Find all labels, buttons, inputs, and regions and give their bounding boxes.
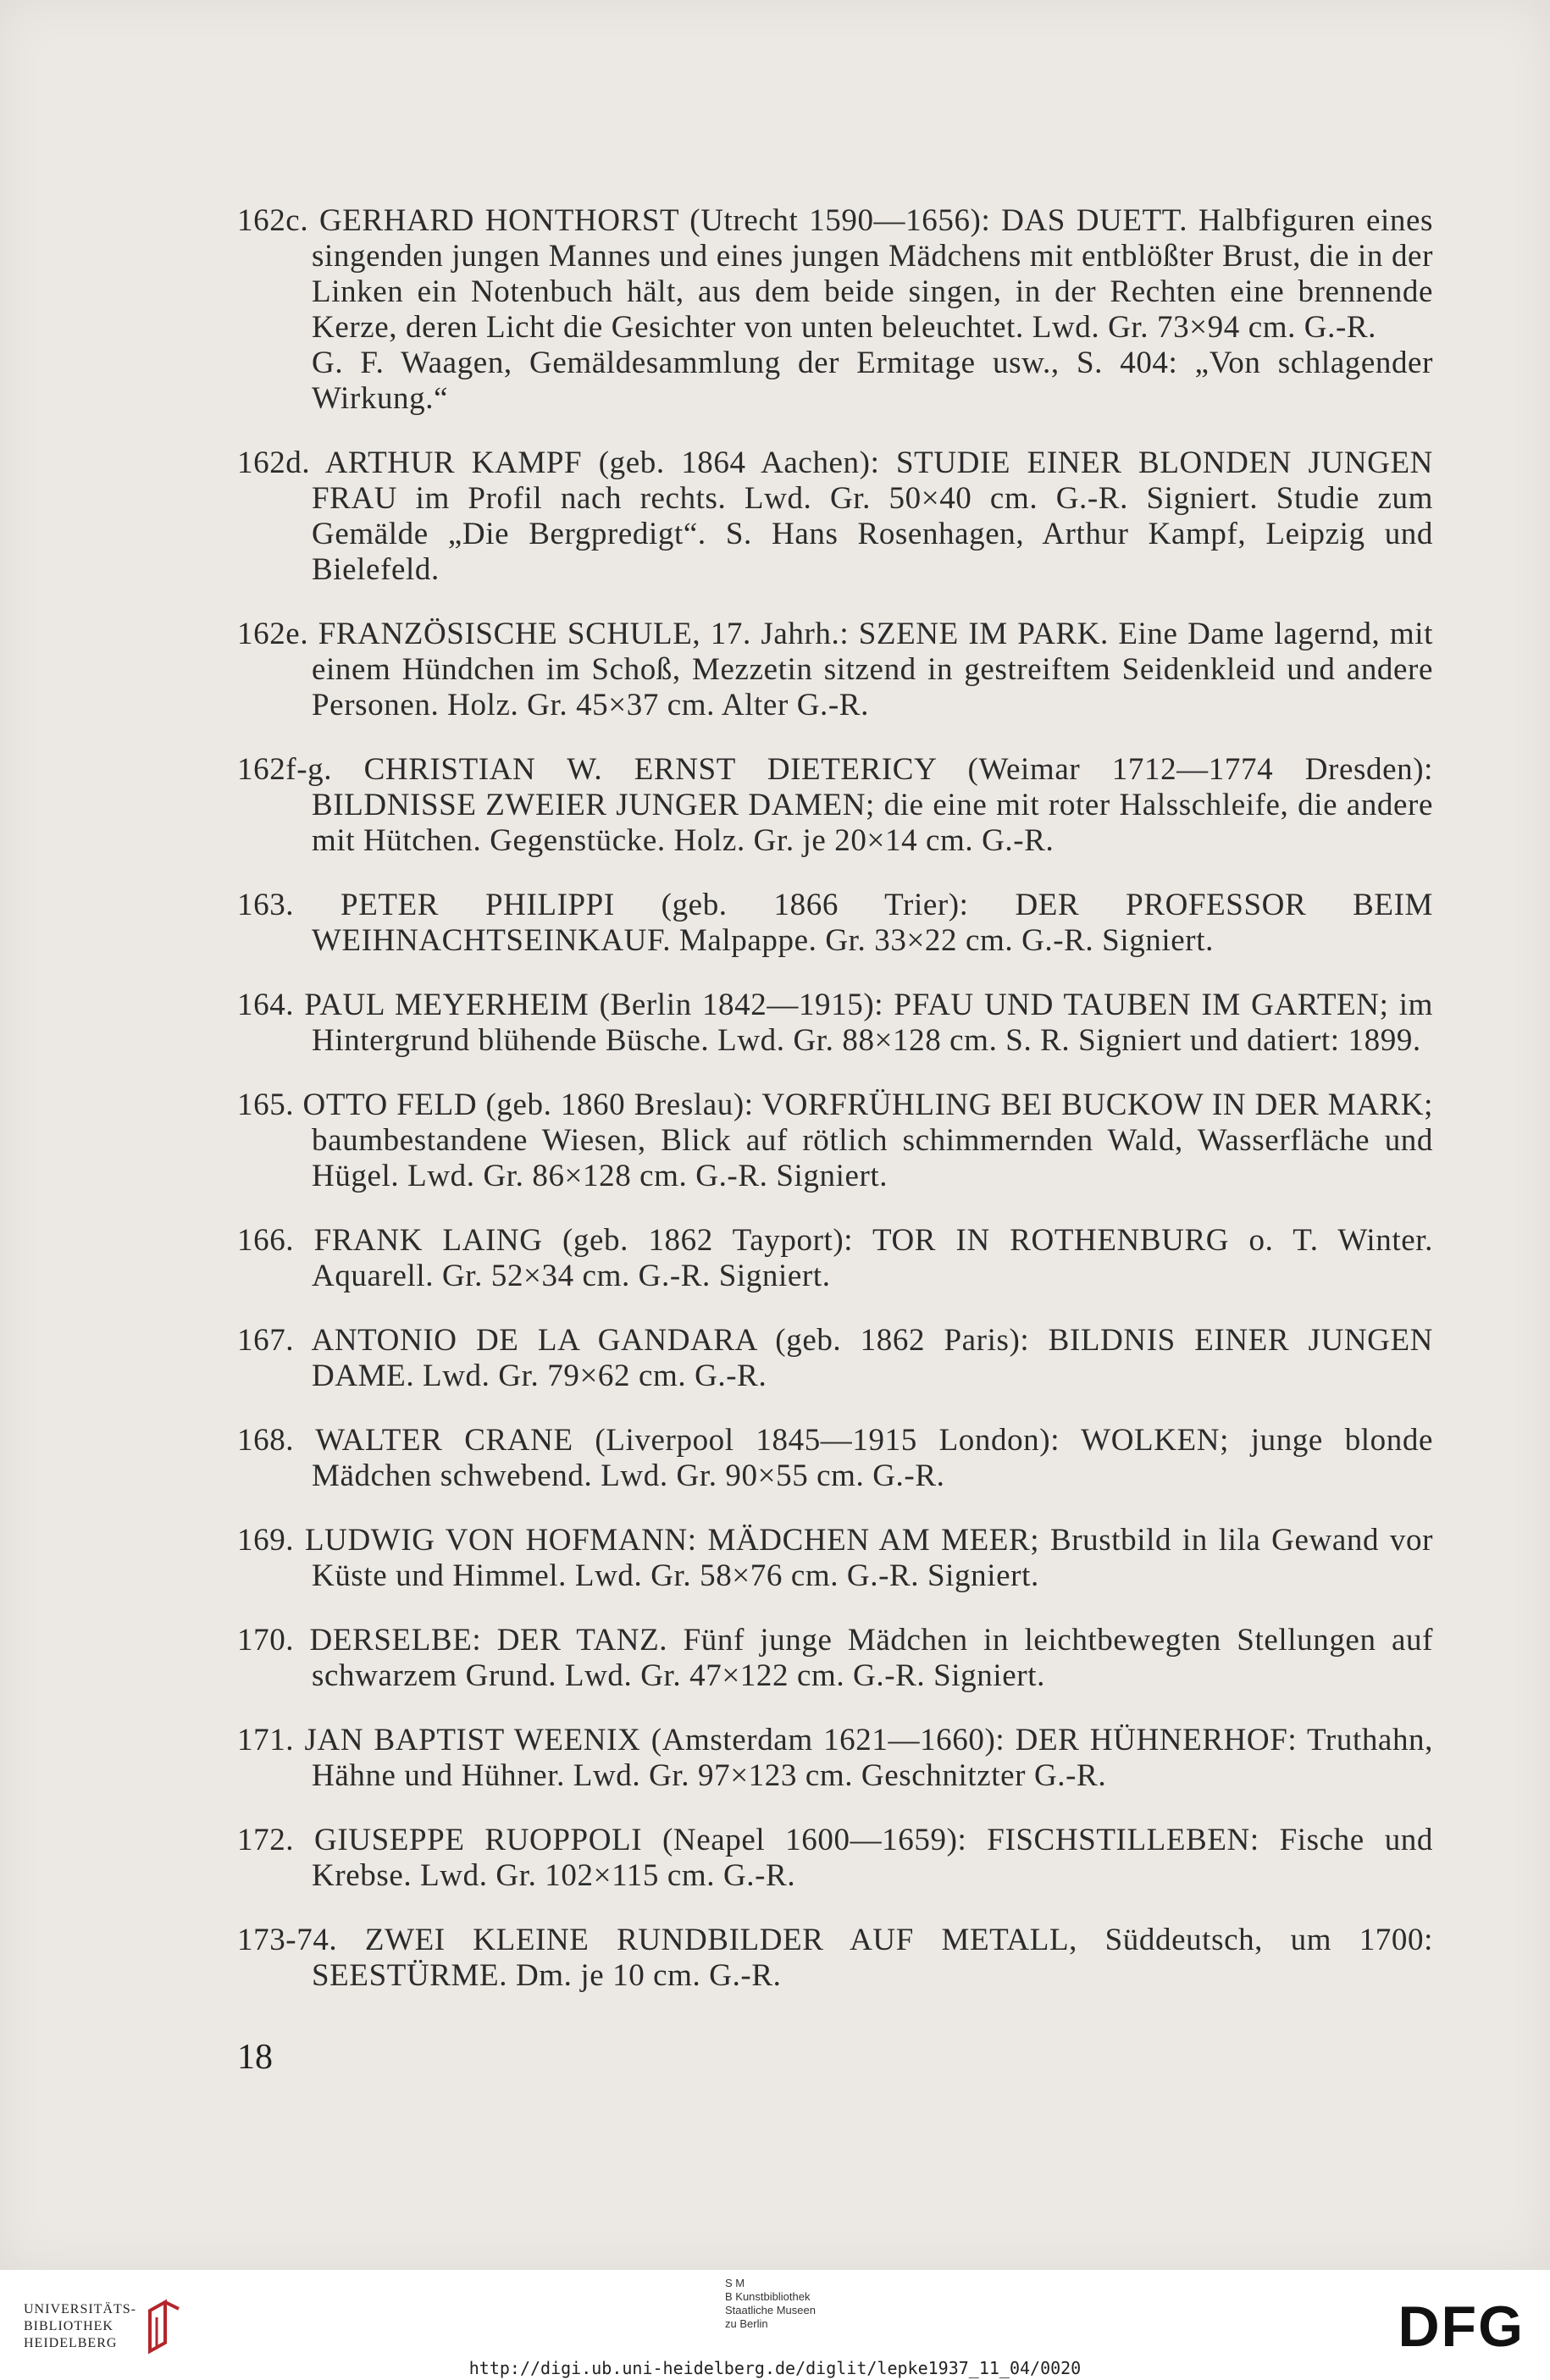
catalog-entries xyxy=(237,203,1433,2023)
catalog-entry xyxy=(237,1088,1433,1194)
catalog-entry xyxy=(237,1823,1433,1894)
catalog-entry xyxy=(237,446,1433,588)
catalog-entry xyxy=(237,988,1433,1059)
catalog-entry xyxy=(237,1923,1433,1994)
catalog-entry xyxy=(237,888,1433,959)
catalog-entry xyxy=(237,752,1433,859)
entry-text: 171. JAN BAPTIST WEENIX (Amsterdam 1621—1660): DER HÜHNERHOF: Truthahn, Hähne und Hühner. Lwd. Gr. 97×123 cm. Geschnitzter G.-R. xyxy=(237,1723,1433,1793)
entry-text: 169. LUDWIG VON HOFMANN: MÄDCHEN AM MEER; Brustbild in lila Gewand vor Küste und Himmel. Lwd. Gr. 58×76 cm. G.-R. Signiert. xyxy=(237,1523,1433,1593)
catalog-entry xyxy=(237,203,1433,417)
entry-text: 164. PAUL MEYERHEIM (Berlin 1842—1915): PFAU UND TAUBEN IM GARTEN; im Hintergrund blühende Büsche. Lwd. Gr. 88×128 cm. S. R. Signiert und datiert: 1899. xyxy=(237,988,1433,1058)
entry-reference: G. F. Waagen, Gemäldesammlung der Ermitage usw., S. 404: „Von schlagender Wirkung.“ xyxy=(312,346,1433,416)
page-number: 18 xyxy=(237,2038,273,2077)
catalog-entry xyxy=(237,1323,1433,1394)
catalog-entry xyxy=(237,617,1433,723)
university-library-name: UNIVERSITÄTS- BIBLIOTHEK HEIDELBERG xyxy=(24,2302,136,2350)
catalog-entry xyxy=(237,1423,1433,1494)
entry-text: 168. WALTER CRANE (Liverpool 1845—1915 London): WOLKEN; junge blonde Mädchen schwebend. Lwd. Gr. 90×55 cm. G.-R. xyxy=(237,1423,1433,1493)
kunstbibliothek-credit: S M B Kunstbibliothek Staatliche Museen zu Berlin xyxy=(725,2277,816,2330)
entry-text: 172. GIUSEPPE RUOPPOLI (Neapel 1600—1659): FISCHSTILLEBEN: Fische und Krebse. Lwd. Gr. 102×115 cm. G.-R. xyxy=(237,1823,1433,1893)
catalog-entry xyxy=(237,1523,1433,1594)
dfg-logo[interactable]: DFG xyxy=(1398,2294,1525,2359)
entry-text: 170. DERSELBE: DER TANZ. Fünf junge Mädchen in leichtbewegten Stellungen auf schwarzem Grund. Lwd. Gr. 47×122 cm. G.-R. Signiert. xyxy=(237,1623,1433,1693)
entry-text: 162f-g. CHRISTIAN W. ERNST DIETERICY (Weimar 1712—1774 Dresden): BILDNISSE ZWEIER JUNGER DAMEN; die eine mit roter Halsschleife, die andere mit Hütchen. Gegenstücke. Holz. Gr. je 20×14 cm. G.-R. xyxy=(237,752,1433,858)
entry-text: 162d. ARTHUR KAMPF (geb. 1864 Aachen): STUDIE EINER BLONDEN JUNGEN FRAU im Profil nach rechts. Lwd. Gr. 50×40 cm. G.-R. Signiert. Studie zum Gemälde „Die Bergpredigt“. S. Hans Rosenhagen, Arthur Kampf, Leipzig und Bielefeld. xyxy=(237,446,1433,587)
permalink-url[interactable]: http://digi.ub.uni-heidelberg.de/diglit/lepke1937_11_04/0020 xyxy=(468,2358,1082,2378)
university-library-logo[interactable] xyxy=(24,2299,182,2355)
viewer-footer xyxy=(0,2270,1550,2380)
entry-text: 166. FRANK LAING (geb. 1862 Tayport): TOR IN ROTHENBURG o. T. Winter. Aquarell. Gr. 52×34 cm. G.-R. Signiert. xyxy=(237,1223,1433,1293)
entry-text: 162e. FRANZÖSISCHE SCHULE, 17. Jahrh.: SZENE IM PARK. Eine Dame lagernd, mit einem Hündchen im Schoß, Mezzetin sitzend in gestreiftem Seidenkleid und andere Personen. Holz. Gr. 45×37 cm. Alter G.-R. xyxy=(237,617,1433,722)
catalog-entry xyxy=(237,1623,1433,1694)
entry-text: 163. PETER PHILIPPI (geb. 1866 Trier): DER PROFESSOR BEIM WEIHNACHTSEINKAUF. Malpappe. Gr. 33×22 cm. G.-R. Signiert. xyxy=(237,888,1433,958)
entry-text: 173-74. ZWEI KLEINE RUNDBILDER AUF METALL, Süddeutsch, um 1700: SEESTÜRME. Dm. je 10 cm. G.-R. xyxy=(237,1923,1433,1993)
entry-text: 162c. GERHARD HONTHORST (Utrecht 1590—1656): DAS DUETT. Halbfiguren eines singenden jungen Mannes und eines jungen Mädchens mit entblößter Brust, die in der Linken ein Notenbuch hält, aus dem beide singen, in der Rechten eine brennende Kerze, deren Licht die Gesichter von unten beleuchtet. Lwd. Gr. 73×94 cm. G.-R. xyxy=(237,203,1433,345)
entry-text: 167. ANTONIO DE LA GANDARA (geb. 1862 Paris): BILDNIS EINER JUNGEN DAME. Lwd. Gr. 79×62 cm. G.-R. xyxy=(237,1323,1433,1393)
catalog-entry xyxy=(237,1223,1433,1294)
library-emblem-icon xyxy=(145,2299,182,2355)
catalog-entry xyxy=(237,1723,1433,1794)
entry-text: 165. OTTO FELD (geb. 1860 Breslau): VORFRÜHLING BEI BUCKOW IN DER MARK; baumbestandene Wiesen, Blick auf rötlich schimmernden Wald, Wasserfläche und Hügel. Lwd. Gr. 86×128 cm. G.-R. Signiert. xyxy=(237,1088,1433,1193)
